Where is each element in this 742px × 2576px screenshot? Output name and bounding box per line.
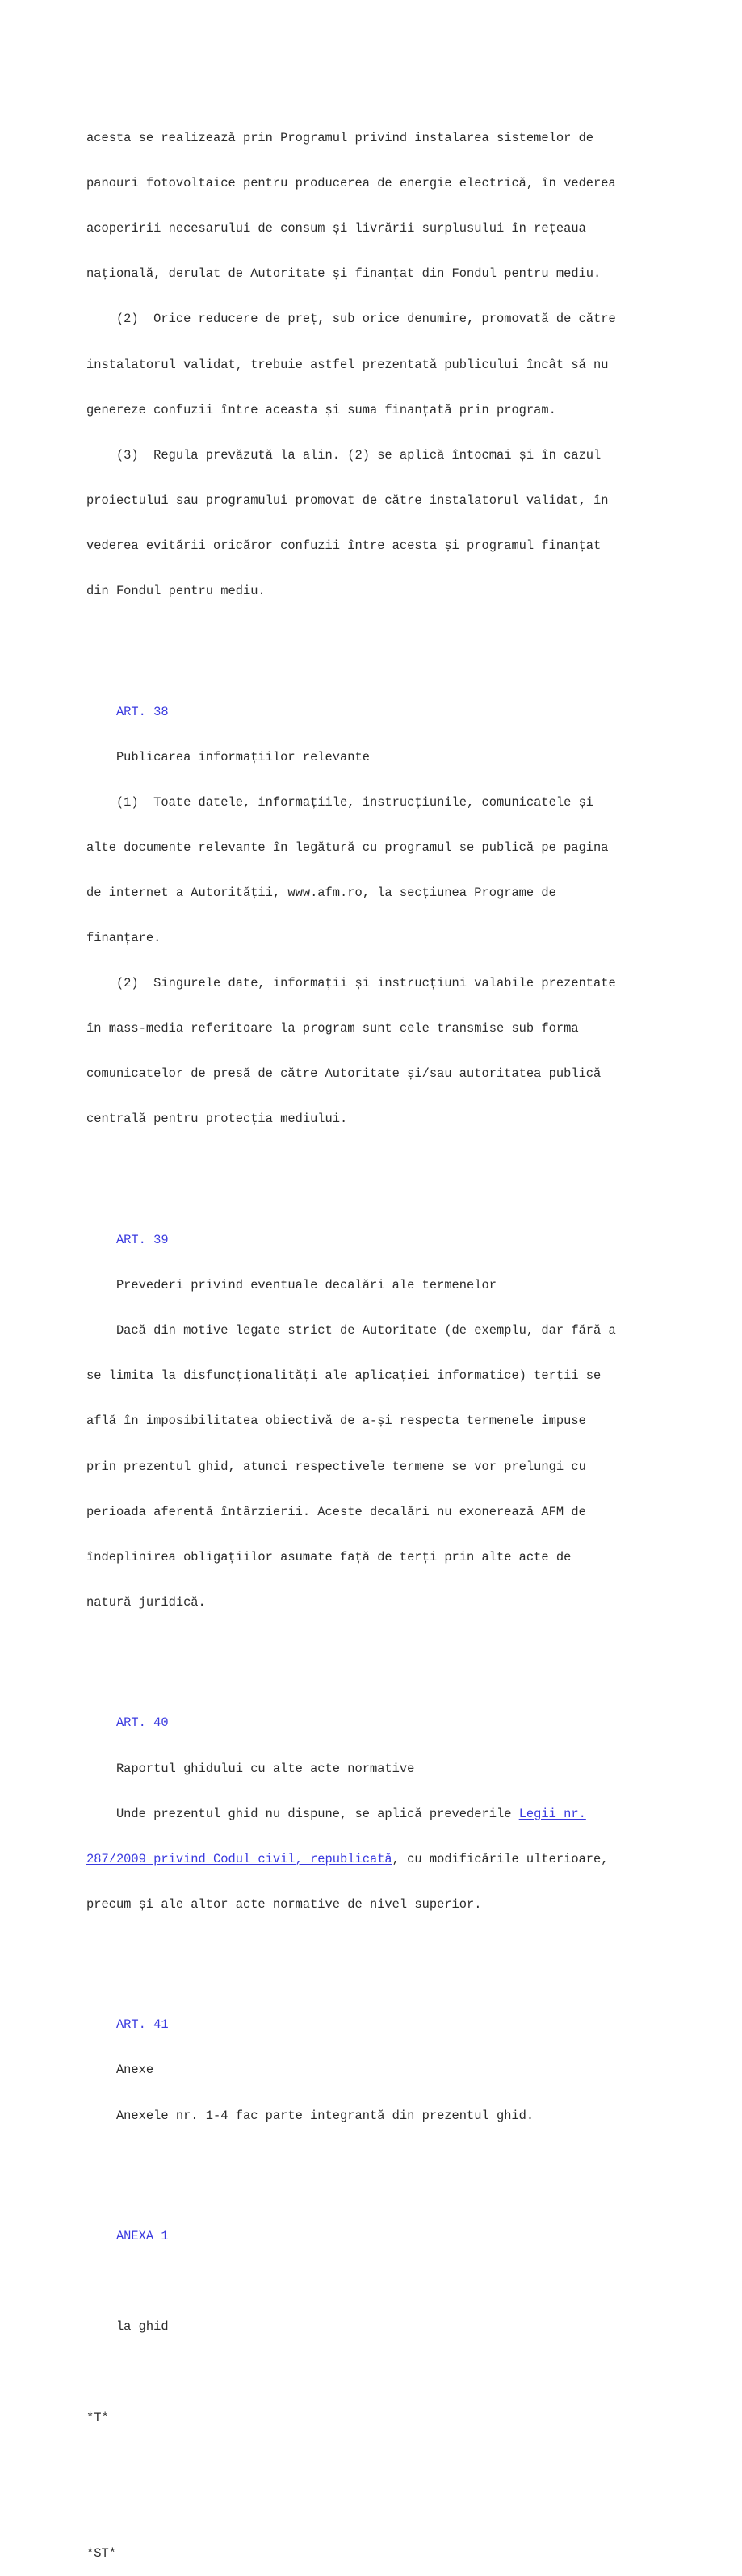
table-marker-st: *ST* <box>86 2545 116 2561</box>
spacer <box>86 2274 668 2289</box>
text-line: națională, derulat de Autoritate și finanțat din Fondul pentru mediu. <box>86 266 602 282</box>
annex-heading-1[interactable]: ANEXA 1 <box>86 2229 169 2244</box>
text-line: află în imposibilitatea obiectivă de a-și respecta termenele impuse <box>86 1414 586 1429</box>
article-title-40: Raportul ghidului cu alte acte normative <box>86 1761 415 1776</box>
text-line: finanțare. <box>86 931 161 946</box>
text-line: de internet a Autorității, www.afm.ro, la secțiunea Programe de <box>86 886 556 901</box>
spacer <box>86 1942 668 1958</box>
text-line: Anexele nr. 1-4 fac parte integrantă din prezentul ghid. <box>86 2108 534 2123</box>
spacer <box>86 2154 668 2169</box>
article-heading-39[interactable]: ART. 39 <box>86 1233 169 1248</box>
article-heading-38[interactable]: ART. 38 <box>86 704 169 719</box>
text-line: Dacă din motive legate strict de Autoritate (de exemplu, dar fără a <box>86 1323 616 1338</box>
text-line: (1) Toate datele, informațiile, instrucțiunile, comunicatele și <box>86 794 594 810</box>
text-line: (3) Regula prevăzută la alin. (2) se aplică întocmai și în cazul <box>86 447 602 463</box>
text-line: perioada aferentă întârzierii. Aceste decalări nu exonerează AFM de <box>86 1504 586 1519</box>
text-line: din Fondul pentru mediu. <box>86 584 266 599</box>
text-line: vederea evitării oricăror confuzii între acesta și programul finanțat <box>86 538 602 553</box>
text-line: (2) Singurele date, informații și instrucțiuni valabile prezentate <box>86 976 616 991</box>
spacer <box>86 629 668 644</box>
text-line: comunicatelor de presă de către Autoritate și/sau autoritatea publică <box>86 1066 602 1082</box>
spacer <box>86 1158 668 1173</box>
article-title-38: Publicarea informațiilor relevante <box>86 749 370 764</box>
text-line: în mass-media referitoare la program sunt cele transmise sub forma <box>86 1021 579 1037</box>
article-title-41: Anexe <box>86 2063 154 2078</box>
text-fragment: , cu modificările ulterioare, <box>392 1851 609 1866</box>
spacer <box>86 2364 668 2380</box>
text-line: acesta se realizează prin Programul privind instalarea sistemelor de <box>86 131 594 146</box>
text-line: prin prezentul ghid, atunci respectivele termene se vor prelungi cu <box>86 1459 586 1474</box>
text-line: se limita la disfuncționalități ale aplicației informatice) terții se <box>86 1368 602 1384</box>
text-line: natură juridică. <box>86 1594 206 1610</box>
text-line: proiectului sau programului promovat de către instalatorul validat, în <box>86 492 609 508</box>
text-line: panouri fotovoltaice pentru producerea de energie electrică, în vederea <box>86 176 616 191</box>
text-line: precum și ale altor acte normative de nivel superior. <box>86 1896 482 1912</box>
table-marker-t: *T* <box>86 2410 109 2425</box>
text-line: alte documente relevante în legătură cu programul se publică pe pagina <box>86 840 609 855</box>
spacer <box>86 1640 668 1656</box>
spacer <box>86 2501 668 2516</box>
text-line <box>86 1852 668 1867</box>
text-line: centrală pentru protecția mediului. <box>86 1112 348 1127</box>
text-line: genereze confuzii între aceasta și suma finanțată prin program. <box>86 402 556 417</box>
law-link-part1[interactable]: Legii nr. <box>518 1806 586 1821</box>
text-line: instalatorul validat, trebuie astfel prezentată publicului încât să nu <box>86 357 609 372</box>
law-link-part2[interactable]: 287/2009 privind Codul civil, republicată <box>86 1851 392 1866</box>
document-page <box>86 86 668 2576</box>
spacer <box>86 2456 668 2471</box>
annex-subtitle: la ghid <box>86 2319 169 2335</box>
text-fragment: Unde prezentul ghid nu dispune, se aplică prevederile <box>86 1806 519 1821</box>
text-line <box>86 1807 668 1822</box>
text-line: îndeplinirea obligațiilor asumate față de terți prin alte acte de <box>86 1549 572 1564</box>
text-line: (2) Orice reducere de preț, sub orice denumire, promovată de către <box>86 312 616 327</box>
article-title-39: Prevederi privind eventuale decalări ale termenelor <box>86 1278 497 1293</box>
article-heading-40[interactable]: ART. 40 <box>86 1715 169 1731</box>
article-heading-41[interactable]: ART. 41 <box>86 2017 169 2033</box>
text-line: acoperirii necesarului de consum și livrării surplusului în rețeaua <box>86 221 586 237</box>
